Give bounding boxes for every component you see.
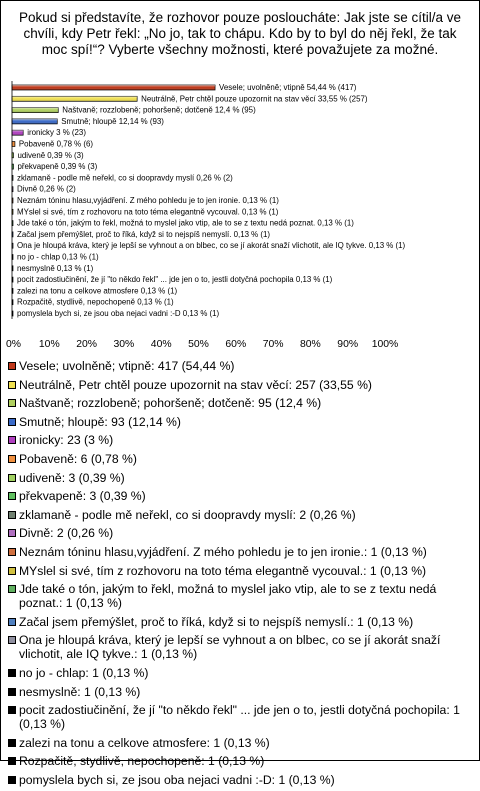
bar-label: Neznám tóninu hlasu,vyjádření. Z mého pohledu je to jen ironie. 0,13 % (1) (17, 196, 279, 205)
legend-label: no jo - chlap: 1 (0,13 %) (19, 665, 149, 680)
legend-item (7, 773, 473, 787)
x-tick-label: 60% (225, 339, 247, 350)
bar-label: pocit zadostiučinění, že jí "to někdo řekl" ... jde jen o to, jestli dotyčná pochopila 0,13 % (1) (17, 275, 333, 285)
legend-swatch (8, 757, 16, 765)
x-tick-label: 50% (188, 339, 209, 350)
x-tick-label: 20% (76, 339, 97, 350)
bar-label: udiveně 0,39 % (3) (17, 150, 84, 160)
legend-swatch (8, 436, 16, 444)
legend-swatch (8, 511, 16, 519)
legend-label: zalezi na tonu a celkove atmosfere: 1 (0,13 %) (19, 735, 270, 750)
legend-label: Neutrálně, Petr chtěl pouze upozornit na stav věcí: 257 (33,55 %) (19, 377, 372, 392)
legend-item (7, 378, 473, 392)
legend-label: udiveně: 3 (0,39 %) (19, 470, 125, 485)
legend-swatch (8, 585, 16, 593)
legend-label: MYslel si své, tím z rozhovoru na toto téma elegantně vycouval.: 1 (0,13 %) (19, 563, 427, 578)
chart-legend (7, 359, 473, 791)
legend-label: Ona je hloupá kráva, který je lepší se vyhnout a on blbec, co se jí akorát snaží vlichotit, ale IQ tykve.: 1 (0,13 %) (19, 633, 441, 662)
legend-swatch (8, 548, 16, 556)
legend-label: Vesele; uvolněně; vtipně: 417 (54,44 %) (19, 359, 235, 373)
legend-item (7, 526, 473, 540)
legend-label: ironicky: 23 (3 %) (19, 433, 114, 448)
legend-item (7, 433, 473, 447)
bar-label: Vesele; uvolněně; vtipně 54,44 % (417) (219, 83, 357, 92)
legend-swatch (8, 706, 16, 714)
legend-swatch (8, 618, 16, 626)
legend-swatch (8, 474, 16, 482)
legend-item (7, 452, 473, 466)
legend-item (7, 666, 473, 680)
legend-item (7, 685, 473, 699)
legend-item (7, 633, 473, 661)
legend-swatch (8, 776, 16, 784)
bar (12, 142, 15, 147)
legend-swatch (8, 688, 16, 696)
legend-item (7, 615, 473, 629)
bar-label: Divně 0,26 % (2) (17, 184, 76, 194)
legend-label: překvapeně: 3 (0,39 %) (19, 489, 146, 504)
bar-label: překvapeně 0,39 % (3) (17, 162, 98, 172)
legend-swatch (8, 381, 16, 389)
legend-swatch (8, 529, 16, 537)
legend-label: Jde také o tón, jakým to řekl, možná to myslel jako vtip, ale to se z textu nedá poznat.: 1 (0,13 %) (19, 582, 437, 611)
legend-swatch (8, 567, 16, 575)
bar-label: Rozpačitě, stydlivě, nepochopeně 0,13 % (1) (17, 297, 174, 307)
bar-label: no jo - chlap 0,13 % (1) (17, 252, 99, 262)
legend-swatch (8, 739, 16, 747)
legend-swatch (8, 362, 16, 370)
bar-label: Ona je hloupá kráva, který je lepší se vyhnout a on blbec, co se jí akorát snaží vlichotit, ale IQ tykve. 0,13 % (1) (17, 241, 406, 251)
legend-swatch (8, 418, 16, 426)
bar-shade (12, 130, 23, 135)
bar-shade (12, 96, 137, 101)
legend-item (7, 754, 473, 768)
bar-label: Začal jsem přemýšlet, proč to říká, když si to nejspíš nemyslí. 0,13 % (1) (17, 229, 271, 239)
legend-item (7, 545, 473, 559)
chart-title: Pokud si představíte, že rozhovor pouze posloucháte: Jak jste se cítil/a ve chvíli, kdy Petr řekl: „No jo, tak to chápu. Kdo by to byl do něj řekl, že tak moc spí!“? Vyberte všechny možnosti, které považujete za možné. (19, 10, 461, 57)
bar-label: pomyslela bych si, ze jsou oba nejaci vadni :-D 0,13 % (1) (17, 309, 220, 318)
x-tick-label: 90% (337, 339, 359, 350)
x-tick-label: 10% (38, 339, 60, 350)
bar-shade (12, 119, 57, 124)
legend-item (7, 471, 473, 485)
x-tick-label: 40% (150, 339, 172, 350)
bar-label: zalezi na tonu a celkove atmosfere 0,13 % (1) (17, 286, 178, 296)
legend-swatch (8, 455, 16, 463)
x-tick-label: 100% (371, 339, 399, 350)
bar-chart (1, 1, 479, 357)
x-tick-label: 0% (6, 339, 22, 350)
legend-item (7, 489, 473, 503)
legend-label: Pobaveně: 6 (0,78 %) (19, 451, 137, 466)
bar-label: Jde také o tón, jakým to řekl, možná to myslel jako vtip, ale to se z textu nedá poznat. 0,13 % (1) (17, 218, 354, 228)
legend-item (7, 703, 473, 731)
legend-label: Naštvaně; rozzlobeně; pohoršeně; dotčeně: 95 (12,4 %) (19, 396, 322, 411)
legend-label: pocit zadostiučinění, že jí "to někdo řekl" ... jde jen o to, jestli dotyčná pochopila: 1 (0,13 %) (19, 703, 460, 732)
legend-swatch (8, 399, 16, 407)
legend-label: nesmyslně: 1 (0,13 %) (19, 684, 141, 699)
legend-item (7, 582, 473, 610)
bar-label: nesmyslně 0,13 % (1) (17, 263, 94, 273)
legend-label: pomyslela bych si, ze jsou oba nejaci vadni :-D: 1 (0,13 %) (19, 772, 335, 787)
bar-label: Naštvaně; rozzlobeně; pohoršeně; dotčeně 12,4 % (95) (62, 105, 256, 115)
bar-label: Smutně; hloupě 12,14 % (93) (61, 116, 164, 126)
legend-label: Divně: 2 (0,26 %) (19, 526, 114, 541)
x-tick-label: 30% (113, 339, 135, 350)
legend-label: Začal jsem přemýšlet, proč to říká, když si to nejspíš nemyslí.: 1 (0,13 %) (19, 614, 414, 629)
bar-label: Pobaveně 0,78 % (6) (18, 139, 94, 149)
legend-label: zklamaně - podle mě neřekl, co si doopravdy myslí: 2 (0,26 %) (19, 507, 356, 522)
legend-item (7, 564, 473, 578)
legend-swatch (8, 669, 16, 677)
bar-label: Neutrálně, Petr chtěl pouze upozornit na stav věcí 33,55 % (257) (141, 94, 368, 104)
legend-label: Neznám tóninu hlasu,vyjádření. Z mého pohledu je to jen ironie.: 1 (0,13 %) (19, 544, 427, 559)
x-tick-label: 70% (262, 339, 284, 350)
bar-label: ironicky 3 % (23) (27, 128, 86, 138)
x-tick-label: 80% (300, 339, 321, 350)
bar-shade (12, 108, 58, 113)
legend-item (7, 736, 473, 750)
legend-item (7, 396, 473, 410)
bar-shade (12, 85, 215, 90)
bar-label: MYslel si své, tím z rozhovoru na toto téma elegantně vycouval. 0,13 % (1) (17, 207, 279, 217)
legend-swatch (8, 492, 16, 500)
bar-label: zklamaně - podle mě neřekl, co si doopravdy myslí 0,26 % (2) (17, 173, 233, 183)
legend-label: Smutně; hloupě: 93 (12,14 %) (19, 414, 181, 429)
legend-label: Rozpačitě, stydlivě, nepochopeně: 1 (0,13 %) (19, 754, 265, 769)
legend-item (7, 508, 473, 522)
legend-swatch (8, 636, 16, 644)
legend-item (7, 359, 473, 373)
legend-item (7, 415, 473, 429)
